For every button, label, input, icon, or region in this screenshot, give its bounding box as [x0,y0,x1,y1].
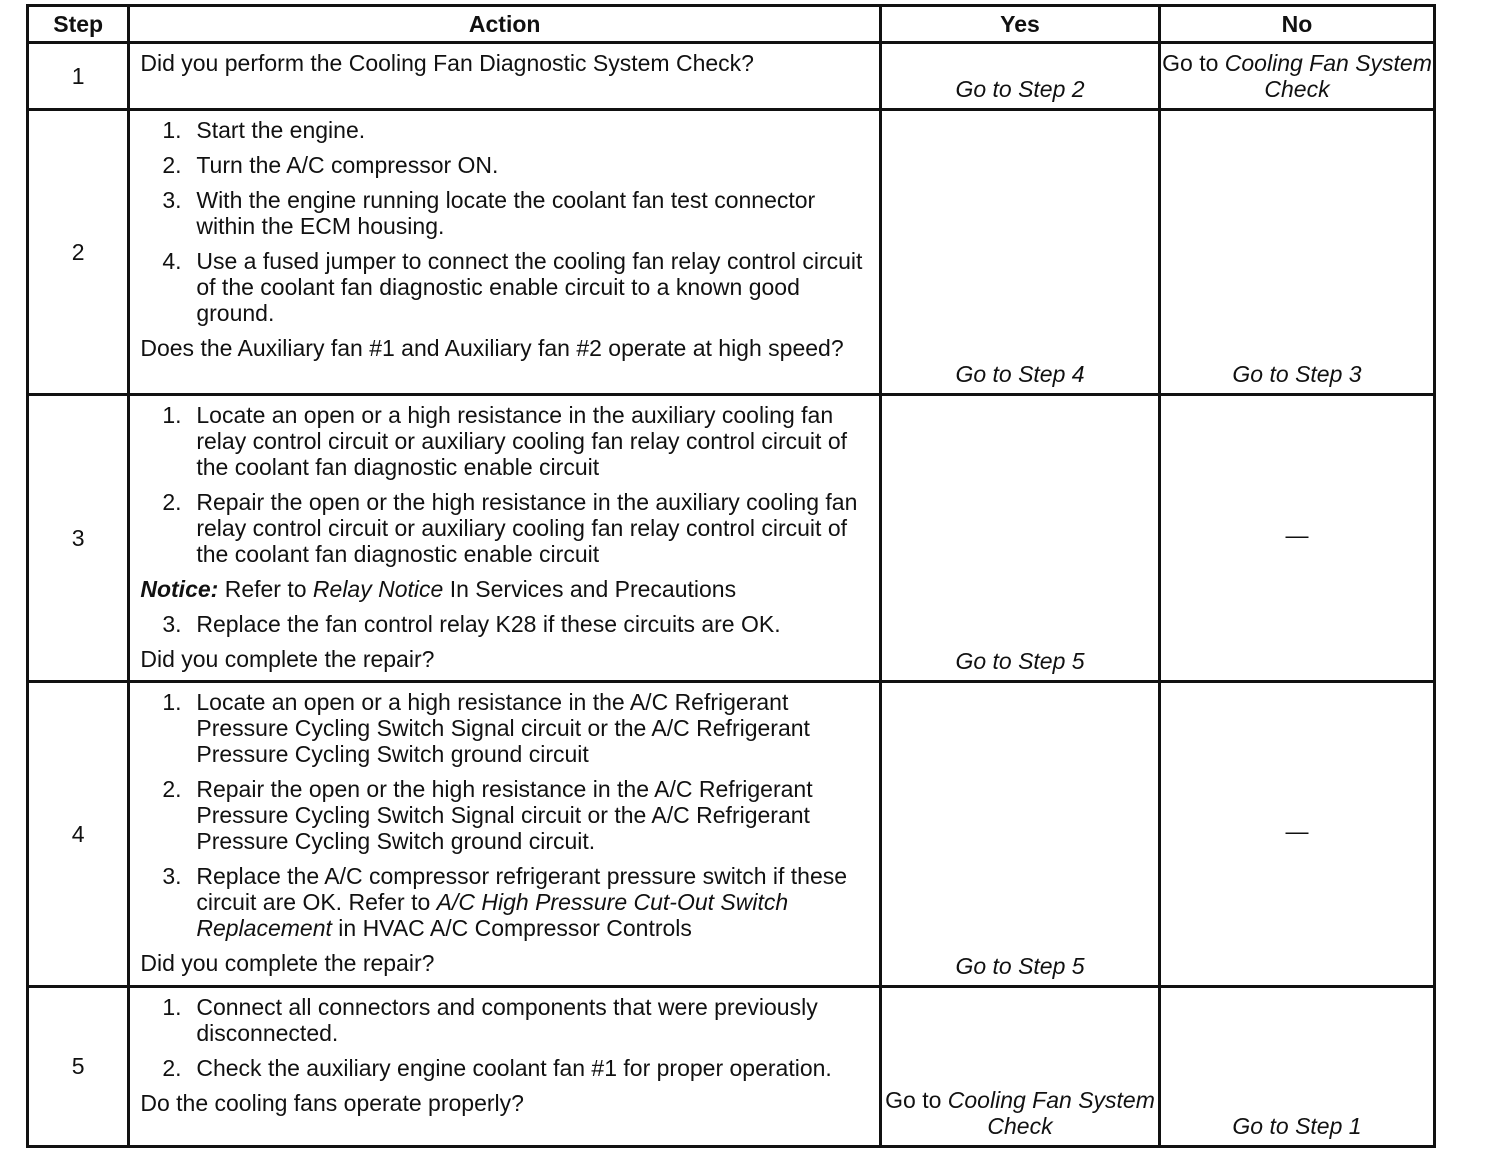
item-number: 2. [162,152,182,178]
action-cell [129,43,881,110]
item-text: Repair the open or the high resistance in the auxiliary cooling fan relay control circuit or auxiliary cooling fan relay control circuit of the coolant fan diagnostic enable circuit [196,489,858,567]
instruction-item [140,402,871,480]
notice-pre: Refer to [218,576,313,602]
header-yes: Yes [881,6,1160,43]
item-number: 3. [162,187,182,213]
instruction-list [140,611,871,637]
item-number: 2. [162,1055,182,1081]
item-number: 1. [162,994,182,1020]
instruction-item [140,1055,871,1081]
yes-link: Cooling Fan System Check [947,1087,1155,1139]
header-row [28,6,1435,43]
action-cell [129,987,881,1147]
instruction-item [140,117,871,143]
notice-post: In Services and Precautions [443,576,737,602]
no-result: — [1160,395,1435,682]
header-step: Step [28,6,129,43]
action-cell [129,682,881,987]
yes-result [881,987,1160,1147]
header-no: No [1160,6,1435,43]
action-cell [129,110,881,395]
instruction-item [140,611,871,637]
question-text: Did you complete the repair? [140,950,435,976]
yes-result: Go to Step 2 [881,43,1160,110]
item-number: 1. [162,402,182,428]
instruction-item [140,152,871,178]
no-result: Go to Step 1 [1160,987,1435,1147]
action-cell [129,395,881,682]
step-number: 4 [28,682,129,987]
item-link: A/C High Pressure Cut-Out Switch Replacement [196,889,789,941]
yes-result: Go to Step 5 [881,395,1160,682]
table-row [28,987,1435,1147]
item-number: 2. [162,489,182,515]
item-number: 1. [162,689,182,715]
item-text: Connect all connectors and components that were previously disconnected. [196,994,818,1046]
instruction-item [140,248,871,326]
instruction-item [140,489,871,567]
table-row [28,43,1435,110]
step-number: 1 [28,43,129,110]
item-text: Replace the fan control relay K28 if these circuits are OK. [196,611,781,637]
step-number: 3 [28,395,129,682]
item-text: Use a fused jumper to connect the cooling fan relay control circuit of the coolant fan diagnostic enable circuit to a known good ground. [196,248,863,326]
step-number: 5 [28,987,129,1147]
yes-result: Go to Step 5 [881,682,1160,987]
instruction-item [140,863,871,941]
step-number: 2 [28,110,129,395]
item-text: Turn the A/C compressor ON. [196,152,499,178]
question-text: Do the cooling fans operate properly? [140,1090,524,1116]
item-text: Start the engine. [196,117,366,143]
item-text: Replace the A/C compressor refrigerant pressure switch if these circuit are OK. Refer to [196,863,848,915]
item-text: With the engine running locate the coolant fan test connector within the ECM housing. [196,187,816,239]
instruction-item [140,689,871,767]
instruction-list [140,402,871,567]
item-number: 1. [162,117,182,143]
instruction-list [140,689,871,941]
no-result: — [1160,682,1435,987]
question-text: Does the Auxiliary fan #1 and Auxiliary fan #2 operate at high speed? [140,335,844,361]
no-result: Go to Step 3 [1160,110,1435,395]
instruction-list [140,994,871,1081]
diagnostic-table [26,4,1436,1148]
item-text: Repair the open or the high resistance in the A/C Refrigerant Pressure Cycling Switch Signal circuit or the A/C Refrigerant Pressure Cycling Switch ground circuit. [196,776,813,854]
table-row [28,395,1435,682]
question-text: Did you complete the repair? [140,646,435,672]
item-text-post: in HVAC A/C Compressor Controls [331,915,692,941]
item-text: Locate an open or a high resistance in the auxiliary cooling fan relay control circuit or auxiliary cooling fan relay control circuit of the coolant fan diagnostic enable circuit [196,402,848,480]
instruction-item [140,187,871,239]
no-prefix: Go to [1162,50,1225,76]
item-number: 3. [162,611,182,637]
item-number: 4. [162,248,182,274]
item-text: Check the auxiliary engine coolant fan #1 for proper operation. [196,1055,832,1081]
yes-prefix: Go to [885,1087,948,1113]
instruction-list [140,117,871,326]
notice-text [140,576,871,602]
table-row [28,110,1435,395]
notice-label: Notice: [140,576,219,602]
no-link: Cooling Fan System Check [1224,50,1432,102]
table-row [28,682,1435,987]
instruction-item [140,776,871,854]
no-result [1160,43,1435,110]
header-action: Action [129,6,881,43]
instruction-item [140,994,871,1046]
item-text: Locate an open or a high resistance in the A/C Refrigerant Pressure Cycling Switch Signal circuit or the A/C Refrigerant Pressure Cycling Switch ground circuit [196,689,810,767]
item-number: 2. [162,776,182,802]
item-number: 3. [162,863,182,889]
question-text: Did you perform the Cooling Fan Diagnostic System Check? [140,50,754,76]
yes-result: Go to Step 4 [881,110,1160,395]
notice-link: Relay Notice [312,576,444,602]
